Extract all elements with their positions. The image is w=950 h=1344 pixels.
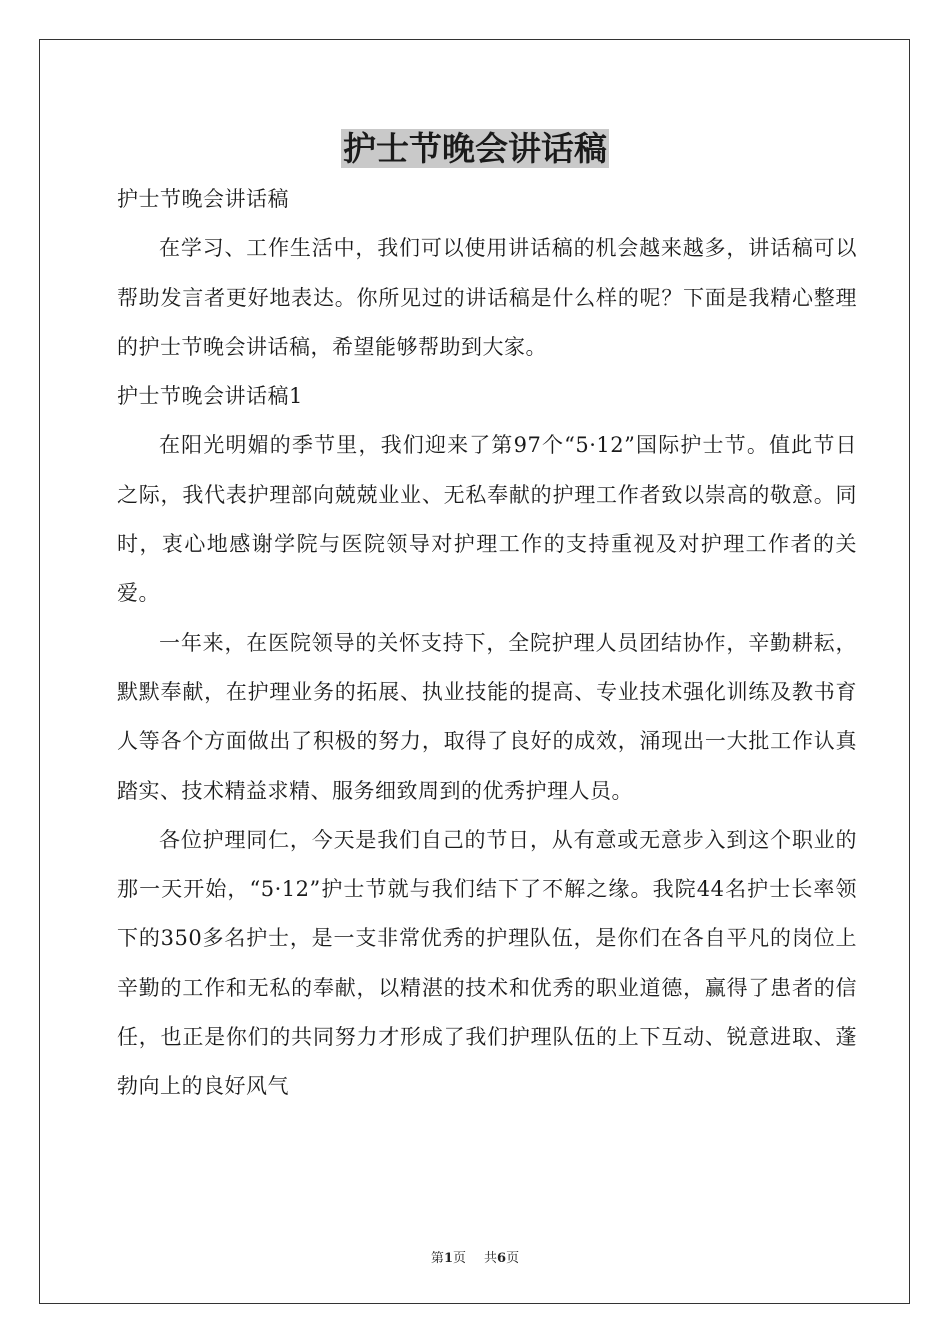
page-number: 1 — [443, 1251, 453, 1266]
page-suffix: 页 — [452, 1251, 466, 1266]
total-prefix: 共 — [484, 1251, 498, 1266]
paragraph: 各位护理同仁，今天是我们自己的节日，从有意或无意步入到这个职业的那一天开始，“5·12”护士节就与我们结下了不解之缘。我院44名护士长率领下的350多名护士，是一支非常优秀的护理队伍，是你们在各自平凡的岗位上辛勤的工作和无私的奉献，以精湛的技术和优秀的职业道德，赢得了患者的信任，也正是你们的共同努力才形成了我们护理队伍的上下互动、锐意进取、蓬勃向上的良好风气 — [117, 827, 857, 1099]
paragraph: 在学习、工作生活中，我们可以使用讲话稿的机会越来越多，讲话稿可以帮助发言者更好地表达。你所见过的讲话稿是什么样的呢？下面是我精心整理的护士节晚会讲话稿，希望能够帮助到大家。 — [117, 236, 857, 359]
page-footer — [0, 1247, 950, 1266]
paragraph: 在阳光明媚的季节里，我们迎来了第97个“5·12”国际护士节。值此节日之际，我代表护理部向兢兢业业、无私奉献的护理工作者致以崇高的敬意。同时，衷心地感谢学院与医院领导对护理工作的支持重视及对护理工作者的关爱。 — [117, 433, 857, 606]
paragraph-subheading: 护士节晚会讲话稿1 — [117, 384, 303, 409]
total-pages: 6 — [497, 1251, 507, 1266]
document-body — [117, 175, 857, 1112]
total-suffix: 页 — [506, 1251, 520, 1266]
paragraph: 一年来，在医院领导的关怀支持下，全院护理人员团结协作，辛勤耕耘，默默奉献，在护理业务的拓展、执业技能的提高、专业技术强化训练及教书育人等各个方面做出了积极的努力，取得了良好的成效，涌现出一大批工作认真踏实、技术精益求精、服务细致周到的优秀护理人员。 — [117, 630, 857, 803]
document-title-text: 护士节晚会讲话稿 — [343, 129, 607, 168]
document-title — [0, 126, 950, 172]
page-prefix: 第 — [430, 1251, 444, 1266]
paragraph-heading: 护士节晚会讲话稿 — [117, 187, 289, 211]
